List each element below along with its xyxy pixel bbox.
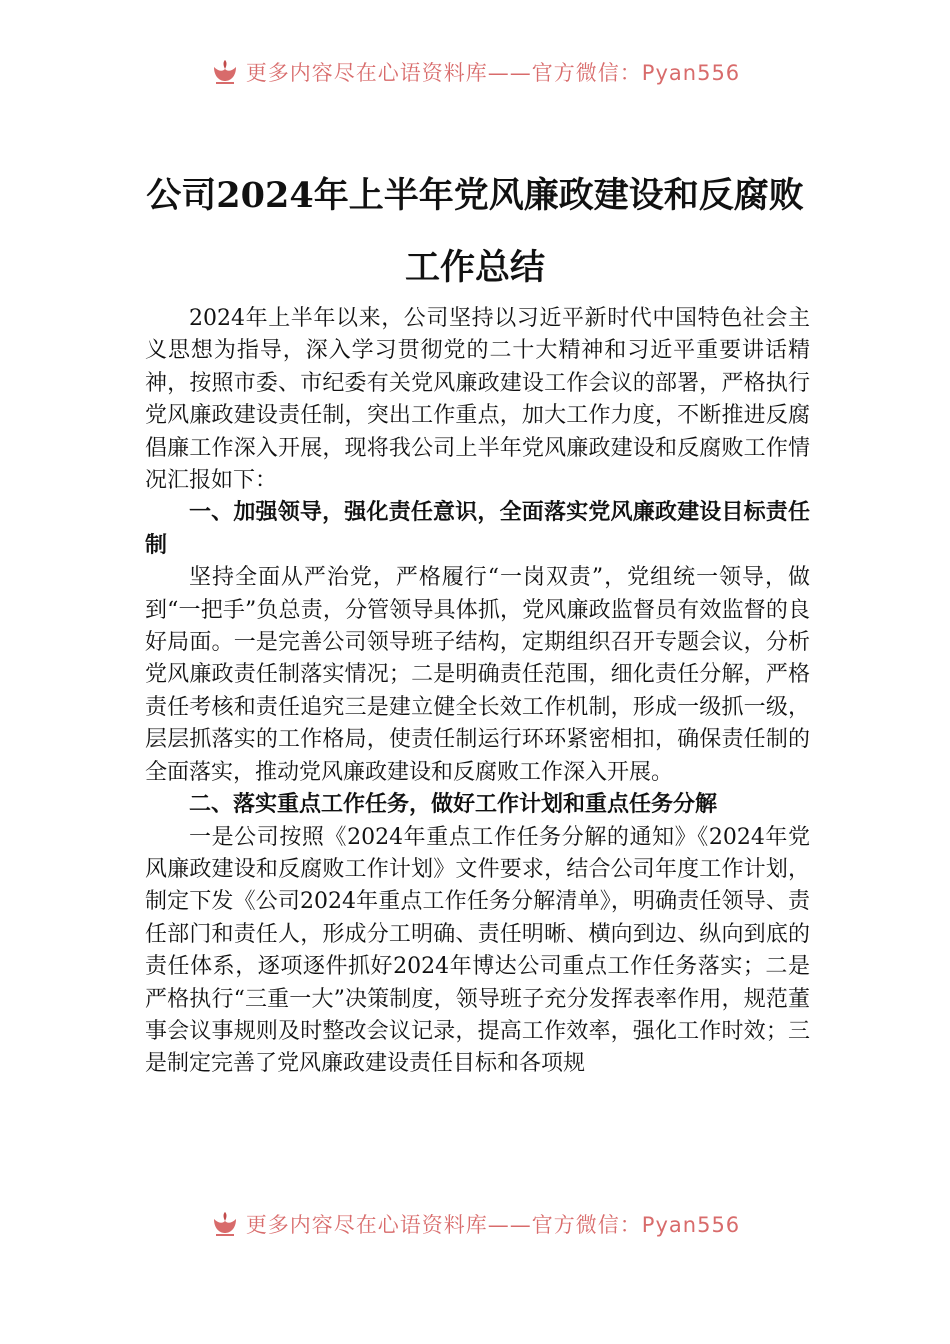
section1-heading: 一、加强领导，强化责任意识，全面落实党风廉政建设目标责任制 xyxy=(145,500,810,558)
tulip-logo-icon xyxy=(210,59,240,85)
watermark-text: 更多内容尽在心语资料库——官方微信：Pyan556 xyxy=(245,1213,741,1237)
section2-heading: 二、落实重点工作任务，做好工作计划和重点任务分解 xyxy=(189,792,718,818)
section2-paragraph: 一是公司按照《2024年重点工作任务分解的通知》《2024年党风廉政建设和反腐败工作计划》文件要求，结合公司年度工作计划，制定下发《公司2024年重点工作任务分解清单》，明确责任领导、责任部门和责任人，形成分工明确、责任明晰、横向到边、纵向到底的责任体系，逐项逐件抓好2024年博达公司重点工作任务落实；二是严格执行“三重一大”决策制度，领导班子充分发挥表率作用，规范董事会议事规则及时整改会议记录，提高工作效率，强化工作时效；三是制定完善了党风廉政建设责任目标和各项规 xyxy=(145,824,810,1077)
document-body xyxy=(145,303,810,1081)
watermark-text: 更多内容尽在心语资料库——官方微信：Pyan556 xyxy=(245,61,741,85)
intro-paragraph: 2024年上半年以来，公司坚持以习近平新时代中国特色社会主义思想为指导，深入学习贯彻党的二十大精神和习近平重要讲话精神，按照市委、市纪委有关党风廉政建设工作会议的部署，严格执行党风廉政建设责任制，突出工作重点，加大工作力度，不断推进反腐倡廉工作深入开展，现将我公司上半年党风廉政建设和反腐败工作情况汇报如下： xyxy=(145,306,810,494)
document-title-line2: 工作总结 xyxy=(404,247,545,288)
tulip-logo-icon xyxy=(210,1211,240,1237)
watermark-banner-top xyxy=(0,52,950,92)
section1-paragraph: 坚持全面从严治党，严格履行“一岗双责”，党组统一领导，做到“一把手”负总责，分管领导具体抓，党风廉政监督员有效监督的良好局面。一是完善公司领导班子结构，定期组织召开专题会议，分析党风廉政责任制落实情况；二是明确责任范围，细化责任分解，严格责任考核和责任追究三是建立健全长效工作机制，形成一级抓一级，层层抓落实的工作格局，使责任制运行环环紧密相扣，确保责任制的全面落实，推动党风廉政建设和反腐败工作深入开展。 xyxy=(145,565,810,785)
watermark-banner-bottom xyxy=(0,1204,950,1244)
document-title-line1: 公司2024年上半年党风廉政建设和反腐败 xyxy=(146,175,804,216)
